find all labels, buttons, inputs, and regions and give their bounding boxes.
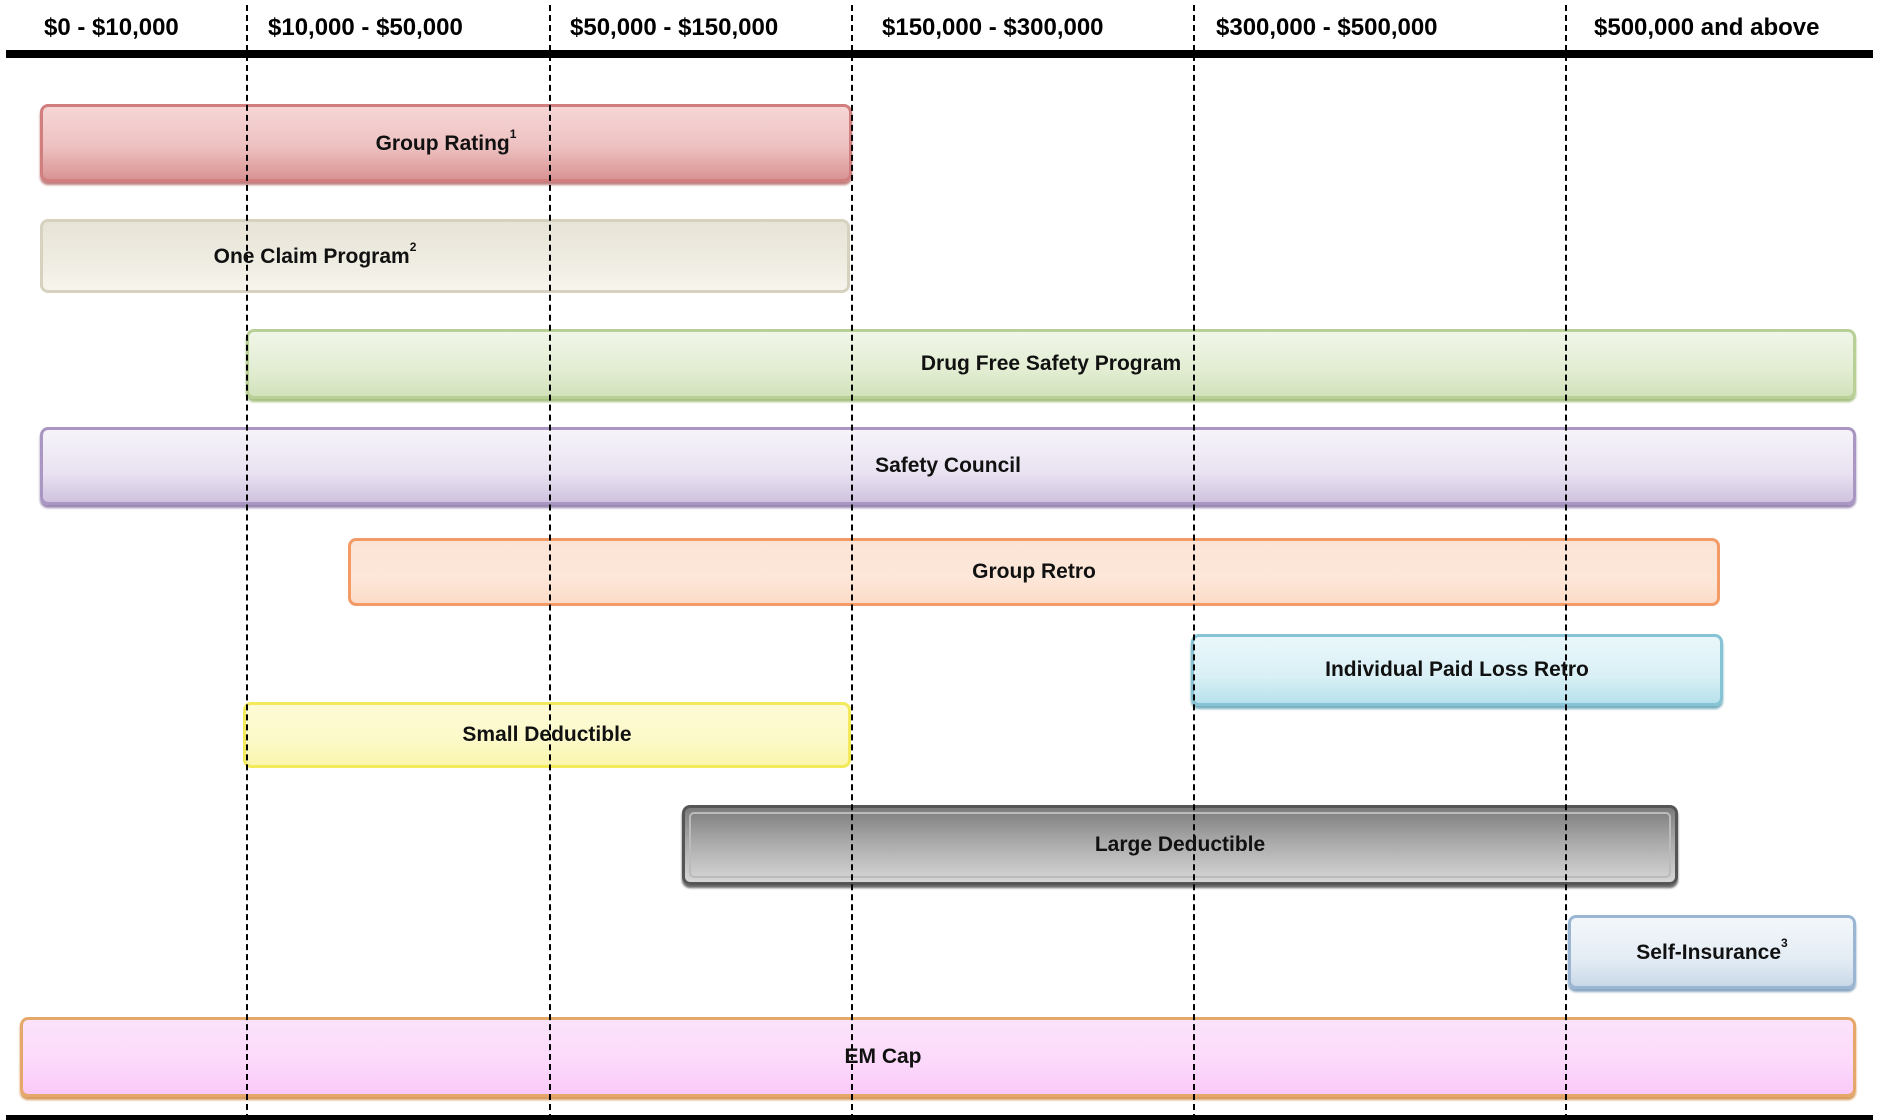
column-label-0-10k: $0 - $10,000 (44, 14, 179, 41)
bar-small-deductible (243, 702, 851, 768)
bar-label-individual-paid-loss-retro: Individual Paid Loss Retro (1325, 658, 1589, 681)
bar-individual-paid-loss-retro (1191, 634, 1723, 706)
bar-label-self-insurance: Self-Insurance$^3$ (1636, 935, 1788, 964)
bar-group-rating (40, 104, 852, 182)
bar-label-drug-free-safety-program: Drug Free Safety Program (920, 352, 1182, 375)
bar-highlight (47, 226, 843, 286)
bottom-rule (6, 1115, 1873, 1120)
footnote-marker: 3 (1781, 935, 1788, 950)
bar-large-deductible (682, 805, 1678, 885)
bar-highlight (27, 1024, 1849, 1090)
bar-safety-council (40, 427, 1856, 505)
column-label-10k-50k: $10,000 - $50,000 (268, 14, 463, 41)
bar-label-em-cap: EM Cap (844, 1045, 922, 1068)
bar-drug-free-safety-program (246, 329, 1856, 399)
bar-label-safety-council: Safety Council (875, 454, 1021, 477)
footnote-marker: 1 (509, 126, 517, 141)
column-label-50k-150k: $50,000 - $150,000 (570, 14, 779, 41)
column-divider (851, 5, 853, 1120)
column-divider (246, 5, 248, 1120)
bar-label-large-deductible: Large Deductible (1094, 833, 1266, 856)
bar-label-group-rating: Group Rating$^1$ (375, 126, 517, 155)
column-label-300k-500k: $300,000 - $500,000 (1216, 14, 1438, 41)
bar-em-cap (20, 1017, 1856, 1097)
column-divider (549, 5, 551, 1120)
column-label-150k-300k: $150,000 - $300,000 (882, 14, 1104, 41)
column-divider (1565, 5, 1567, 1120)
bar-label-one-claim-program: One Claim Program$^2$ (213, 239, 417, 268)
column-label-500k-above: $500,000 and above (1594, 14, 1820, 41)
footnote-marker: 2 (409, 239, 417, 254)
column-header-row (0, 0, 1879, 52)
bar-group-retro (348, 538, 1720, 606)
top-rule (6, 50, 1873, 58)
bar-self-insurance (1568, 915, 1856, 989)
bar-label-small-deductible: Small Deductible (462, 723, 632, 746)
column-divider (1193, 5, 1195, 1120)
bar-one-claim-program (40, 219, 850, 293)
bar-label-group-retro: Group Retro (972, 560, 1096, 583)
